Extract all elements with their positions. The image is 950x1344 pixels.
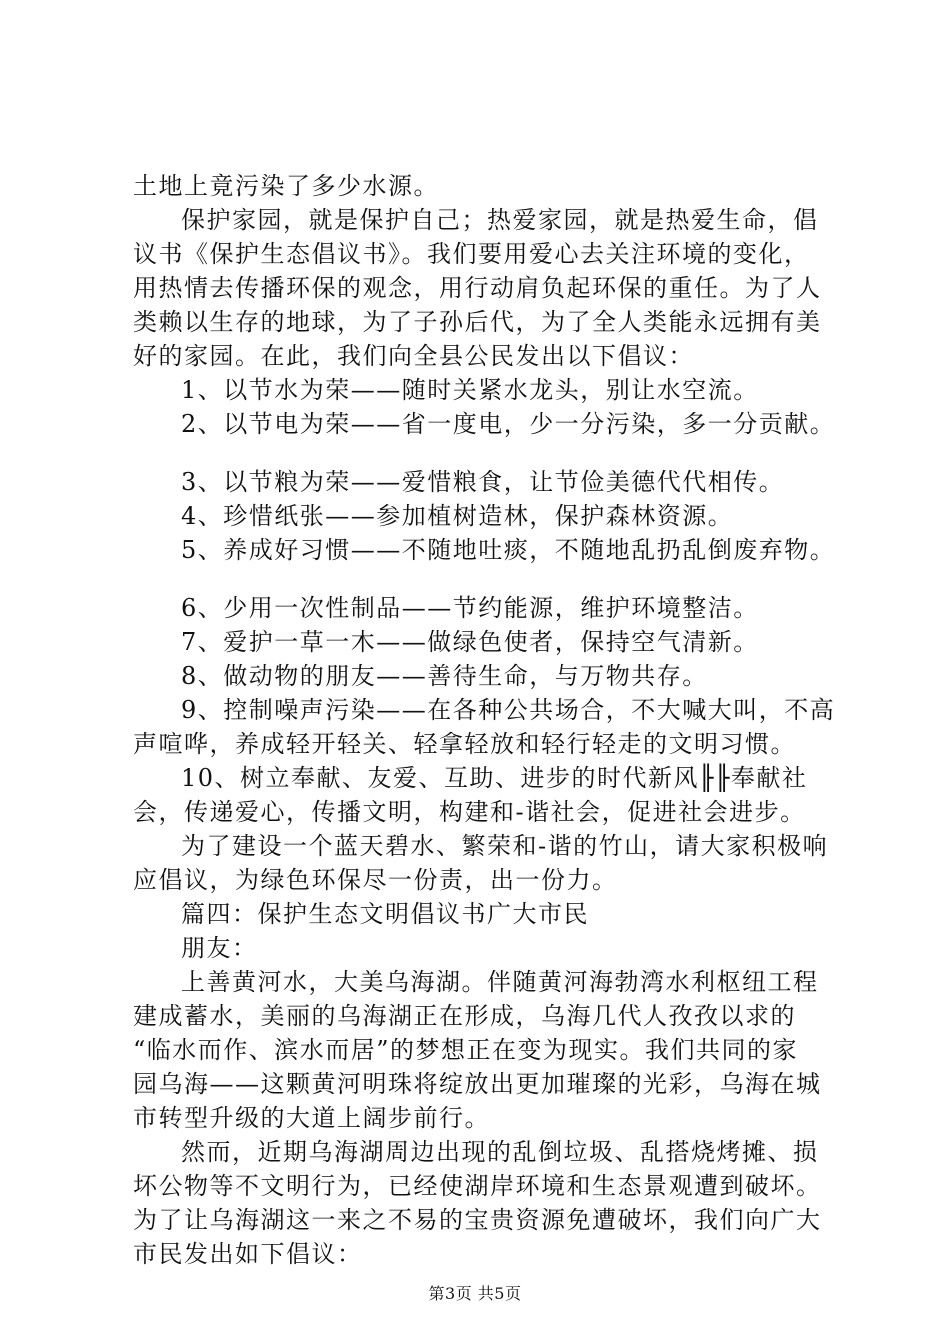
body-line: 市转型升级的大道上阔步前行。 [133, 1104, 490, 1132]
list-item: 7、爱护一草一木——做绿色使者，保持空气清新。 [181, 628, 759, 656]
body-line: 市民发出如下倡议： [133, 1240, 363, 1268]
body-line: 为了建设一个蓝天碧水、繁荣和-谐的竹山，请大家积极响 [181, 832, 829, 860]
body-line: 保护家园，就是保护自己；热爱家园，就是热爱生命，倡 [181, 206, 819, 234]
body-line: 坏公物等不文明行为，已经使湖岸环境和生态景观遭到破坏。 [133, 1172, 822, 1200]
body-line: 园乌海——这颗黄河明珠将绽放出更加璀璨的光彩，乌海在城 [133, 1070, 822, 1098]
body-line: 声喧哗，养成轻开轻关、轻拿轻放和轻行轻走的文明习惯。 [133, 730, 796, 758]
list-item: 1、以节水为荣——随时关紧水龙头，别让水空流。 [181, 376, 759, 404]
list-item: 6、少用一次性制品——节约能源，维护环境整洁。 [181, 594, 759, 622]
section-heading: 篇四：保护生态文明倡议书广大市民 [181, 900, 589, 928]
body-line: 土地上竟污染了多少水源。 [133, 172, 439, 200]
list-item: 5、养成好习惯——不随地吐痰，不随地乱扔乱倒废弃物。 [181, 536, 836, 564]
body-line: 应倡议，为绿色环保尽一份责，出一份力。 [133, 866, 618, 894]
list-item: 4、珍惜纸张——参加植树造林，保护森林资源。 [181, 502, 734, 530]
body-line: 会，传递爱心，传播文明，构建和-谐社会，促进社会进步。 [133, 798, 806, 826]
body-line: 好的家园。在此，我们向全县公民发出以下倡议： [133, 342, 694, 370]
body-line: 上善黄河水，大美乌海湖。伴随黄河海勃湾水利枢纽工程 [181, 968, 819, 996]
body-line: 然而，近期乌海湖周边出现的乱倒垃圾、乱搭烧烤摊、损 [181, 1138, 819, 1166]
list-item: 2、以节电为荣——省一度电，少一分污染，多一分贡献。 [181, 410, 836, 438]
list-item: 8、做动物的朋友——善待生命，与万物共存。 [181, 662, 708, 690]
body-line: “临水而作、滨水而居”的梦想正在变为现实。我们共同的家 [133, 1036, 799, 1064]
page-number: 第3页 共5页 [428, 1284, 522, 1303]
body-line: 用热情去传播环保的观念，用行动肩负起环保的重任。为了人 [133, 274, 822, 302]
list-item: 10、树立奉献、友爱、互助、进步的时代新风╟╟奉献社 [181, 764, 808, 792]
body-line: 建成蓄水，美丽的乌海湖正在形成，乌海几代人孜孜以求的 [133, 1002, 796, 1030]
list-item: 9、控制噪声污染——在各种公共场合，不大喊大叫，不高 [181, 696, 836, 724]
body-line: 为了让乌海湖这一来之不易的宝贵资源免遭破坏，我们向广大 [133, 1206, 822, 1234]
list-item: 3、以节粮为荣——爱惜粮食，让节俭美德代代相传。 [181, 468, 785, 496]
salutation: 朋友： [181, 934, 258, 962]
body-line: 类赖以生存的地球，为了子孙后代，为了全人类能永远拥有美 [133, 308, 822, 336]
body-line: 议书《保护生态倡议书》。我们要用爱心去关注环境的变化， [133, 240, 810, 268]
